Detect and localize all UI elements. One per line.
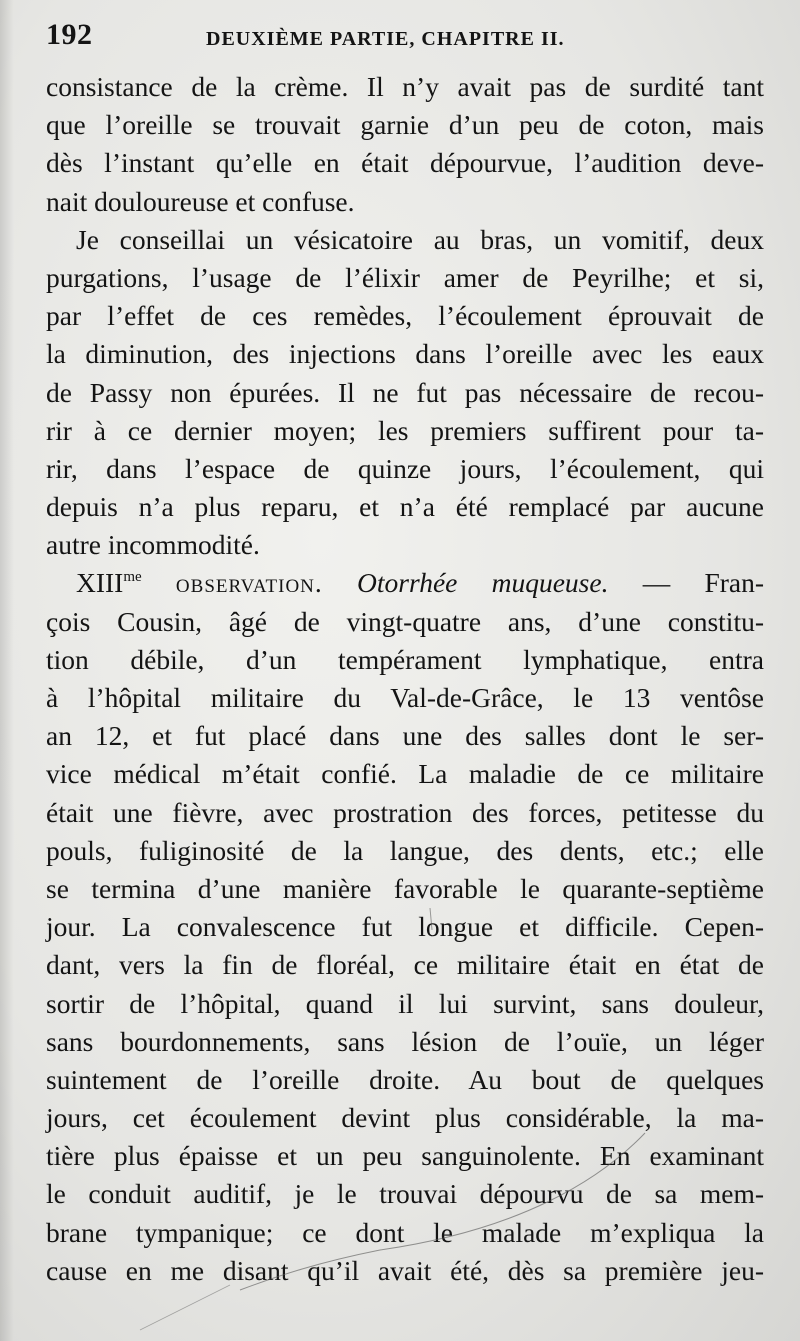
text-line: nait douloureuse et confuse.: [46, 185, 355, 217]
text-line: cause en me disant qu’il avait été, dès sa première jeu-: [46, 1254, 764, 1286]
text-line: rir, dans l’espace de quinze jours, l’écoulement, qui: [46, 452, 764, 484]
page-edge-shadow: [0, 0, 14, 1341]
text-line: depuis n’a plus reparu, et n’a été remplacé par aucune: [46, 491, 764, 523]
text-line: dès l’instant qu’elle en était dépourvue, l’audition deve-: [46, 147, 764, 179]
text-line: dant, vers la fin de floréal, ce militaire était en état de: [46, 949, 764, 981]
text-line: était une fièvre, avec prostration des forces, petitesse du: [46, 796, 764, 828]
text-line: autre incommodité.: [46, 529, 260, 561]
text-line: sortir de l’hôpital, quand il lui survint, sans douleur,: [46, 987, 764, 1019]
observation-title: Otorrhée muqueuse.: [357, 567, 609, 599]
text-line: suintement de l’oreille droite. Au bout de quelques: [46, 1063, 764, 1095]
text-line: brane tympanique; ce dont le malade m’expliqua la: [46, 1216, 764, 1248]
observation-heading-line: [46, 564, 764, 602]
body-text: [46, 68, 764, 1290]
text-line: an 12, et fut placé dans une des salles dont le ser-: [46, 720, 764, 752]
text-line: à l’hôpital militaire du Val-de-Grâce, le 13 ventôse: [46, 682, 764, 713]
observation-numeral: XIII: [76, 567, 124, 599]
text-line: la diminution, des injections dans l’oreille avec les eaux: [46, 338, 764, 370]
text-line: rir à ce dernier moyen; les premiers suffirent pour ta-: [46, 414, 764, 446]
text-line: par l’effet de ces remèdes, l’écoulement éprouvait de: [46, 300, 764, 332]
text-line: çois Cousin, âgé de vingt-quatre ans, d’une constitu-: [46, 605, 764, 637]
text-line: vice médical m’était confié. La maladie de ce militaire: [46, 758, 764, 790]
observation-text-start: — Fran-: [642, 567, 765, 599]
text-line: purgations, l’usage de l’élixir amer de Peyrilhe; et si,: [46, 261, 764, 293]
page-number: 192: [46, 18, 93, 51]
observation-label: observation.: [175, 567, 323, 599]
text-line: pouls, fuliginosité de la langue, des dents, etc.; elle: [46, 834, 764, 866]
text-line: le conduit auditif, je le trouvai dépourvu de sa mem-: [46, 1178, 764, 1210]
running-head: DEUXIÈME PARTIE, CHAPITRE II.: [206, 28, 565, 50]
text-line: consistance de la crème. Il n’y avait pas de surdité tant: [46, 71, 764, 102]
text-line: tière plus épaisse et un peu sanguinolente. En examinant: [46, 1140, 764, 1172]
page-header: [46, 18, 760, 58]
observation-numeral-suffix: me: [123, 569, 142, 586]
text-line: jours, cet écoulement devint plus considérable, la ma-: [46, 1102, 764, 1134]
text-line: sans bourdonnements, sans lésion de l’ouïe, un léger: [46, 1025, 764, 1057]
text-line: que l’oreille se trouvait garnie d’un peu de coton, mais: [46, 109, 764, 141]
text-line: Je conseillai un vésicatoire au bras, un vomitif, deux: [76, 223, 764, 255]
text-line: se termina d’une manière favorable le quarante-septième: [46, 872, 764, 904]
text-line: de Passy non épurées. Il ne fut pas nécessaire de recou-: [46, 376, 764, 408]
text-line: tion débile, d’un tempérament lymphatique, entra: [46, 643, 764, 675]
text-line: jour. La convalescence fut longue et difficile. Cepen-: [46, 911, 764, 943]
